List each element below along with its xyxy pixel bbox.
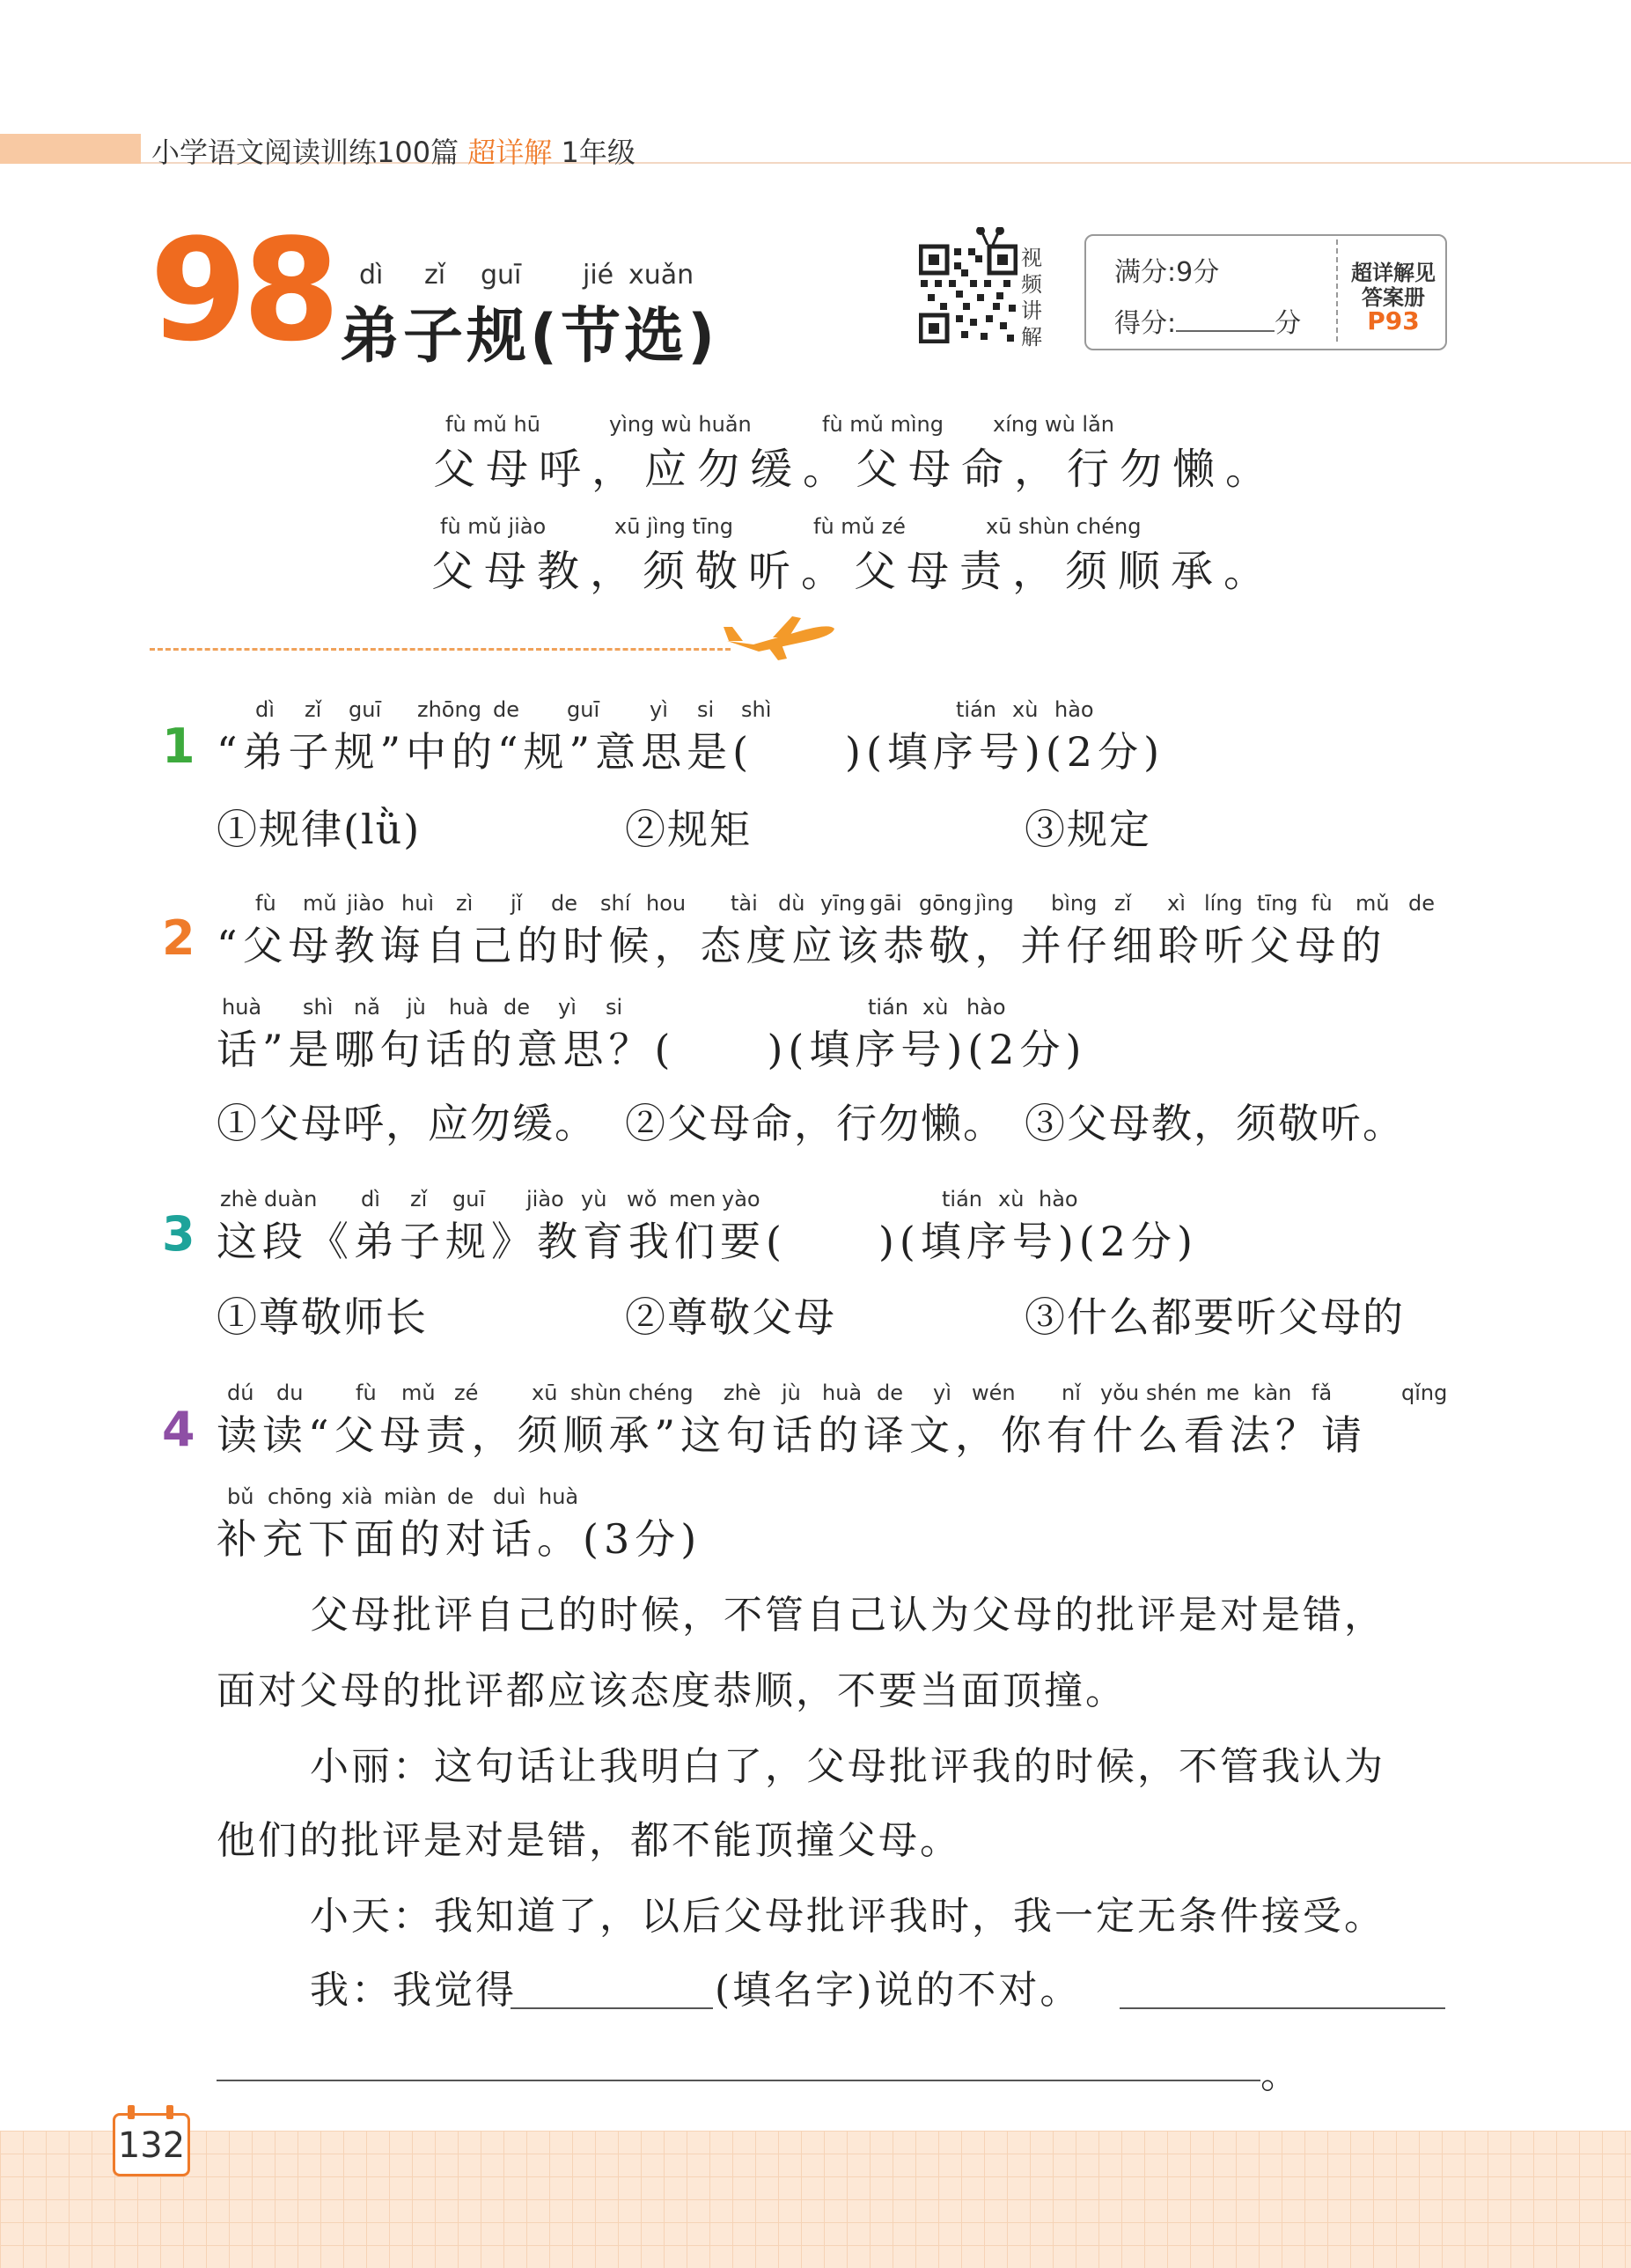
- q3-pinyin: yù: [581, 1187, 607, 1211]
- q1-pinyin: xù: [1012, 697, 1039, 722]
- opinion-answer-blank-1[interactable]: [1120, 2007, 1445, 2009]
- question-number-4: 4: [162, 1402, 195, 1457]
- q1-option-3[interactable]: ③规定: [1025, 806, 1151, 853]
- q3-pinyin: hào: [1039, 1187, 1078, 1211]
- q2-pinyin: nǎ: [354, 995, 380, 1020]
- q4-pinyin: chōng: [268, 1484, 333, 1509]
- lesson-number: 98: [150, 208, 335, 372]
- q4-pinyin: dú: [227, 1381, 254, 1405]
- q2-option-3[interactable]: ③父母教，须敬听。: [1025, 1100, 1405, 1147]
- q4-pinyin: qǐng: [1401, 1381, 1448, 1405]
- answer-page: P93: [1367, 306, 1420, 335]
- book-highlight: 超详解: [467, 136, 553, 169]
- q3-pinyin: jiào: [526, 1187, 564, 1211]
- q2-pinyin: si: [606, 995, 623, 1020]
- question-number-1: 1: [162, 718, 195, 774]
- q2-pinyin: hào: [966, 995, 1006, 1020]
- q4-pinyin: mǔ: [401, 1381, 436, 1405]
- q2-pinyin: jiào: [347, 891, 385, 916]
- q2-pinyin: xù: [922, 995, 949, 1020]
- q1-pinyin: yì: [650, 697, 668, 722]
- q3-option-2[interactable]: ②尊敬父母: [625, 1293, 836, 1341]
- q4-pinyin: zhè: [724, 1381, 761, 1405]
- question-number-3: 3: [162, 1206, 195, 1262]
- q1-pinyin: zǐ: [305, 697, 322, 722]
- poem-pinyin: fù mǔ jiào: [440, 514, 547, 539]
- poem-pinyin: fù mǔ zé: [813, 514, 906, 539]
- q2-stem-line2: 话”是哪句话的意思？( )(填序号)(2分): [217, 1026, 1087, 1073]
- q2-pinyin: huì: [401, 891, 435, 916]
- q1-pinyin: zhōng: [417, 697, 481, 722]
- q2-pinyin: de: [1408, 891, 1435, 916]
- q1-option-2[interactable]: ②规矩: [625, 806, 752, 853]
- q4-pinyin: xū: [532, 1381, 558, 1405]
- q2-pinyin: gōng: [919, 891, 973, 916]
- q1-pinyin: de: [493, 697, 519, 722]
- answer-ref-line1: 超详解见: [1351, 261, 1436, 285]
- q3-pinyin: zhè: [220, 1187, 258, 1211]
- me-line-middle: (填名字)说的不对。: [715, 1968, 1082, 2013]
- q2-option-1[interactable]: ①父母呼，应勿缓。: [217, 1100, 597, 1147]
- opinion-answer-blank-2[interactable]: [217, 2080, 1260, 2081]
- q2-pinyin: fù: [255, 891, 276, 916]
- q4-pinyin: me: [1206, 1381, 1240, 1405]
- q3-pinyin: dì: [361, 1187, 380, 1211]
- q4-pinyin: wén: [972, 1381, 1016, 1405]
- poem-pinyin: fù mǔ mìng: [822, 412, 944, 437]
- q4-pinyin: zé: [454, 1381, 479, 1405]
- q1-stem: “弟子规”中的“规”意思是( )(填序号)(2分): [217, 728, 1165, 776]
- q2-pinyin: de: [503, 995, 530, 1020]
- q2-pinyin: jù: [407, 995, 426, 1020]
- q1-pinyin: si: [697, 697, 715, 722]
- q4-pinyin: shùn: [570, 1381, 622, 1405]
- q3-option-3[interactable]: ③什么都要听父母的: [1025, 1293, 1405, 1341]
- q1-pinyin: guī: [349, 697, 382, 722]
- score-divider: [1336, 239, 1338, 342]
- q3-pinyin: yào: [722, 1187, 760, 1211]
- q1-pinyin: tián: [956, 697, 996, 722]
- q2-pinyin: xì: [1167, 891, 1186, 916]
- footer-grid: [0, 2131, 1631, 2268]
- q2-pinyin: de: [551, 891, 577, 916]
- poem-pinyin: xíng wù lǎn: [993, 412, 1114, 437]
- q1-pinyin: hào: [1054, 697, 1094, 722]
- got-score-blank[interactable]: [1176, 330, 1275, 332]
- book-title: 小学语文阅读训练100篇: [151, 136, 459, 169]
- q4-pinyin: miàn: [384, 1484, 437, 1509]
- q4-pinyin: xià: [342, 1484, 373, 1509]
- translation-line-1: 父母批评自己的时候，不管自己认为父母的批评是对是错，: [310, 1593, 1385, 1638]
- q2-pinyin: gāi: [870, 891, 902, 916]
- airplane-icon: [724, 611, 838, 664]
- title-pinyin: jié: [583, 260, 614, 291]
- q3-pinyin: guī: [452, 1187, 486, 1211]
- q2-pinyin: zì: [456, 891, 474, 916]
- page-number: 132: [117, 2125, 186, 2166]
- q1-pinyin: dì: [255, 697, 275, 722]
- q2-pinyin: yīng: [820, 891, 866, 916]
- poem-line-1: 父母呼，应勿缓。父母命，行勿懒。: [433, 445, 1279, 494]
- q1-pinyin: guī: [567, 697, 600, 722]
- title-pinyin: zǐ: [424, 260, 446, 291]
- q2-pinyin: bìng: [1051, 891, 1098, 916]
- poem-pinyin: fù mǔ hū: [445, 412, 540, 437]
- q2-pinyin: fù: [1311, 891, 1333, 916]
- title-pinyin: xuǎn: [628, 260, 694, 291]
- q4-pinyin: chéng: [628, 1381, 694, 1405]
- q3-pinyin: wǒ: [627, 1187, 658, 1211]
- book-header: [151, 130, 636, 171]
- q1-pinyin: shì: [741, 697, 772, 722]
- poem-line-2: 父母教，须敬听。父母责，须顺承。: [431, 547, 1277, 596]
- q4-pinyin: shén: [1146, 1381, 1197, 1405]
- q2-pinyin: huà: [449, 995, 489, 1020]
- q3-pinyin: duàn: [264, 1187, 318, 1211]
- q4-pinyin: fǎ: [1311, 1381, 1333, 1405]
- title-pinyin: guī: [481, 260, 522, 291]
- xiaoli-line-2: 他们的批评是对是错，都不能顶撞父母。: [217, 1818, 961, 1863]
- q4-pinyin: duì: [493, 1484, 526, 1509]
- got-score-label: 得分:: [1114, 308, 1177, 339]
- q2-pinyin: shì: [303, 995, 334, 1020]
- me-line-prefix: 我：我觉得: [310, 1968, 517, 2013]
- q2-pinyin: huà: [222, 995, 262, 1020]
- calendar-ring: [128, 2105, 135, 2119]
- q2-pinyin: yì: [558, 995, 577, 1020]
- q4-pinyin: kàn: [1253, 1381, 1292, 1405]
- q3-pinyin: tián: [942, 1187, 982, 1211]
- q2-pinyin: tián: [868, 995, 908, 1020]
- q4-pinyin: fù: [356, 1381, 377, 1405]
- q1-option-1[interactable]: ①规律(lǜ): [217, 806, 422, 853]
- q2-stem-line1: “父母教诲自己的时候，态度应该恭敬，并仔细聆听父母的: [217, 922, 1387, 969]
- q4-pinyin: huà: [822, 1381, 863, 1405]
- full-score: 满分:9分: [1114, 257, 1220, 288]
- lesson-title: 弟子规(节选): [340, 302, 719, 372]
- poem-pinyin: yìng wù huǎn: [609, 412, 752, 437]
- q2-pinyin: hou: [646, 891, 687, 916]
- q2-pinyin: dù: [778, 891, 805, 916]
- name-answer-blank[interactable]: [511, 2007, 713, 2009]
- question-number-2: 2: [162, 910, 195, 966]
- got-score-unit: 分: [1275, 308, 1302, 339]
- calendar-ring: [166, 2105, 173, 2119]
- q2-pinyin: mǔ: [1355, 891, 1390, 916]
- qr-code-icon[interactable]: [919, 227, 1018, 343]
- q3-pinyin: men: [669, 1187, 716, 1211]
- q4-pinyin: du: [276, 1381, 304, 1405]
- q2-pinyin: tīng: [1257, 891, 1298, 916]
- q2-pinyin: jìng: [975, 891, 1014, 916]
- q3-pinyin: xù: [998, 1187, 1025, 1211]
- q4-pinyin: de: [447, 1484, 474, 1509]
- book-grade: 1年级: [561, 136, 636, 169]
- q4-pinyin: de: [877, 1381, 903, 1405]
- header-accent-bar: [0, 134, 141, 164]
- xiaoli-line-1: 小丽：这句话让我明白了，父母批评我的时候，不管我认为: [310, 1744, 1385, 1789]
- q4-pinyin: yì: [933, 1381, 951, 1405]
- q2-pinyin: tài: [731, 891, 758, 916]
- q4-pinyin: huà: [539, 1484, 579, 1509]
- q2-pinyin: mǔ: [303, 891, 337, 916]
- q4-stem-line1: 读读“父母责，须顺承”这句话的译文，你有什么看法？请: [217, 1411, 1368, 1459]
- title-pinyin: dì: [359, 260, 384, 291]
- section-divider: [150, 648, 731, 651]
- q4-pinyin: nǐ: [1062, 1381, 1081, 1405]
- poem-pinyin: xū jìng tīng: [614, 514, 733, 539]
- got-score: [1114, 301, 1301, 340]
- q4-pinyin: yǒu: [1100, 1381, 1140, 1405]
- q2-pinyin: jǐ: [511, 891, 523, 916]
- q4-pinyin: jù: [782, 1381, 801, 1405]
- answer-ref-line2: 答案册: [1362, 285, 1425, 310]
- poem-pinyin: xū shùn chéng: [986, 514, 1142, 539]
- q4-stem-line2: 补充下面的对话。(3分): [217, 1515, 702, 1563]
- end-period: 。: [1260, 2052, 1302, 2097]
- video-label: 视频讲解: [1021, 246, 1042, 350]
- q2-pinyin: shí: [600, 891, 631, 916]
- q2-pinyin: zǐ: [1114, 891, 1132, 916]
- q2-option-2[interactable]: ②父母命，行勿懒。: [625, 1100, 1005, 1147]
- translation-line-2: 面对父母的批评都应该态度恭顺，不要当面顶撞。: [217, 1668, 1127, 1713]
- q3-pinyin: zǐ: [410, 1187, 428, 1211]
- q2-pinyin: líng: [1204, 891, 1243, 916]
- q3-option-1[interactable]: ①尊敬师长: [217, 1293, 428, 1341]
- xiaotian-line: 小天：我知道了，以后父母批评我时，我一定无条件接受。: [310, 1894, 1385, 1939]
- q4-pinyin: bǔ: [227, 1484, 254, 1509]
- q3-stem: 这段《弟子规》教育我们要( )(填序号)(2分): [217, 1218, 1198, 1265]
